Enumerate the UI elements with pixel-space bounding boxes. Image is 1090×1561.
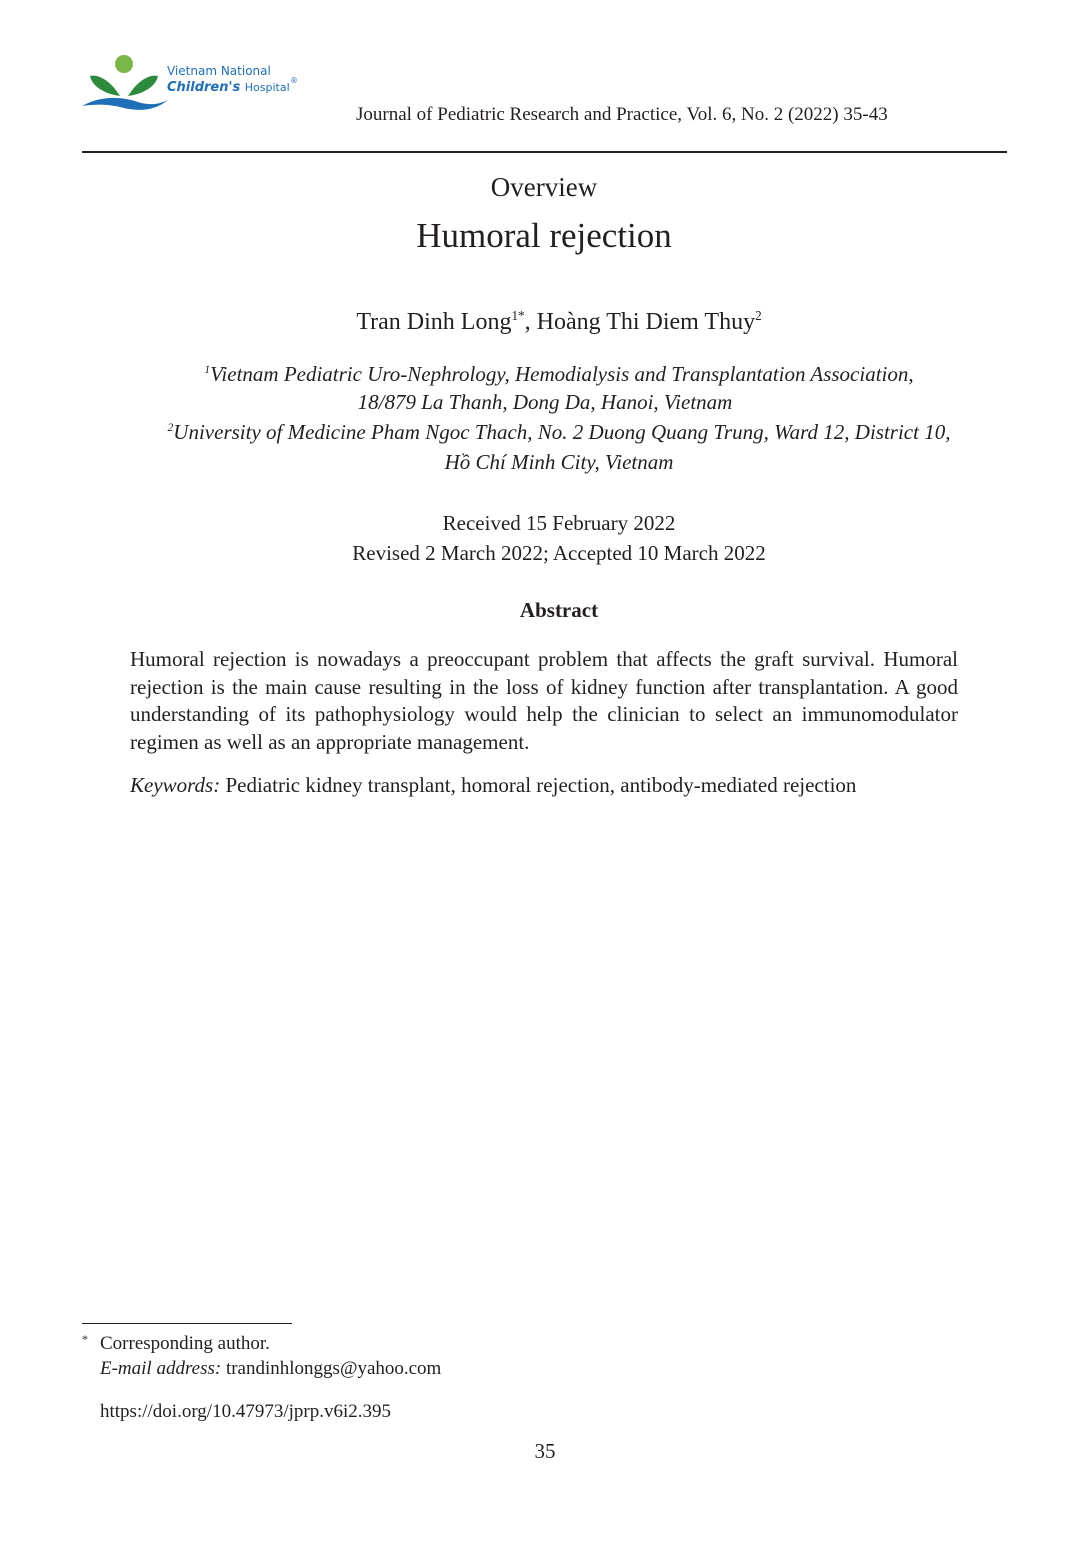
affiliation-2-mark: 2: [167, 422, 174, 434]
page-number: 35: [534, 1439, 556, 1463]
revised-accepted-date: Revised 2 March 2022; Accepted 10 March 2022: [352, 541, 766, 565]
author-list: [0, 309, 1090, 336]
footnote-star: *: [82, 1332, 88, 1346]
hospital-logo: [80, 50, 320, 122]
received-date: Received 15 February 2022: [442, 511, 676, 535]
corresponding-author-note: Corresponding author.: [100, 1333, 270, 1354]
keywords-text: Pediatric kidney transplant, homoral rejection, antibody-mediated rejection: [225, 773, 857, 797]
email-address: trandinhlonggs@yahoo.com: [225, 1358, 442, 1379]
affiliation-1-line1: [0, 362, 1090, 387]
logo-line1: Vietnam National: [167, 64, 271, 78]
email-note: [100, 1358, 441, 1380]
affiliation-2-line1: [0, 420, 1090, 445]
hospital-logo-icon: [80, 50, 170, 122]
author-separator: ,: [524, 309, 537, 335]
keywords: [130, 773, 856, 798]
article-title: Humoral rejection: [416, 216, 672, 255]
affiliation-1-line2: 18/879 La Thanh, Dong Da, Hanoi, Vietnam: [357, 390, 733, 414]
logo-line2-small: Hospital: [244, 81, 290, 94]
footnote-rule: [82, 1323, 292, 1324]
keywords-label: Keywords:: [130, 773, 221, 797]
abstract-heading: Abstract: [519, 598, 599, 622]
logo-registered-mark: ®: [290, 76, 298, 85]
author-name: Hoàng Thi Diem Thuy: [536, 309, 756, 335]
author-affiliation-mark: 2: [755, 308, 762, 323]
affiliation-1-text: Vietnam Pediatric Uro-Nephrology, Hemodialysis and Transplantation Association,: [210, 362, 914, 386]
doi-link[interactable]: https://doi.org/10.47973/jprp.v6i2.395: [100, 1401, 391, 1422]
abstract-text: Humoral rejection is nowadays a preoccupant problem that affects the graft survival. Humoral rejection is the main cause resulting in the loss of kidney function after transplantation. A good understanding of its pathophysiology would help the clinician to select an immunomodulator regimen as well as an appropriate management.: [130, 647, 958, 754]
affiliation-2-line2: Hồ Chí Minh City, Vietnam: [444, 450, 674, 474]
article-category: Overview: [490, 172, 598, 202]
email-label: E-mail address:: [100, 1358, 222, 1379]
affiliation-1-mark: 1: [204, 364, 211, 376]
author-name: Tran Dinh Long: [356, 309, 512, 335]
logo-line2-bold: Children's: [167, 80, 241, 95]
header-rule: [82, 151, 1007, 153]
journal-citation: Journal of Pediatric Research and Practice, Vol. 6, No. 2 (2022) 35-43: [356, 104, 888, 125]
logo-line2: [167, 80, 290, 95]
author-affiliation-mark: 1*: [511, 308, 525, 323]
affiliation-2-text: University of Medicine Pham Ngoc Thach, No. 2 Duong Quang Trung, Ward 12, District 10,: [173, 420, 951, 444]
